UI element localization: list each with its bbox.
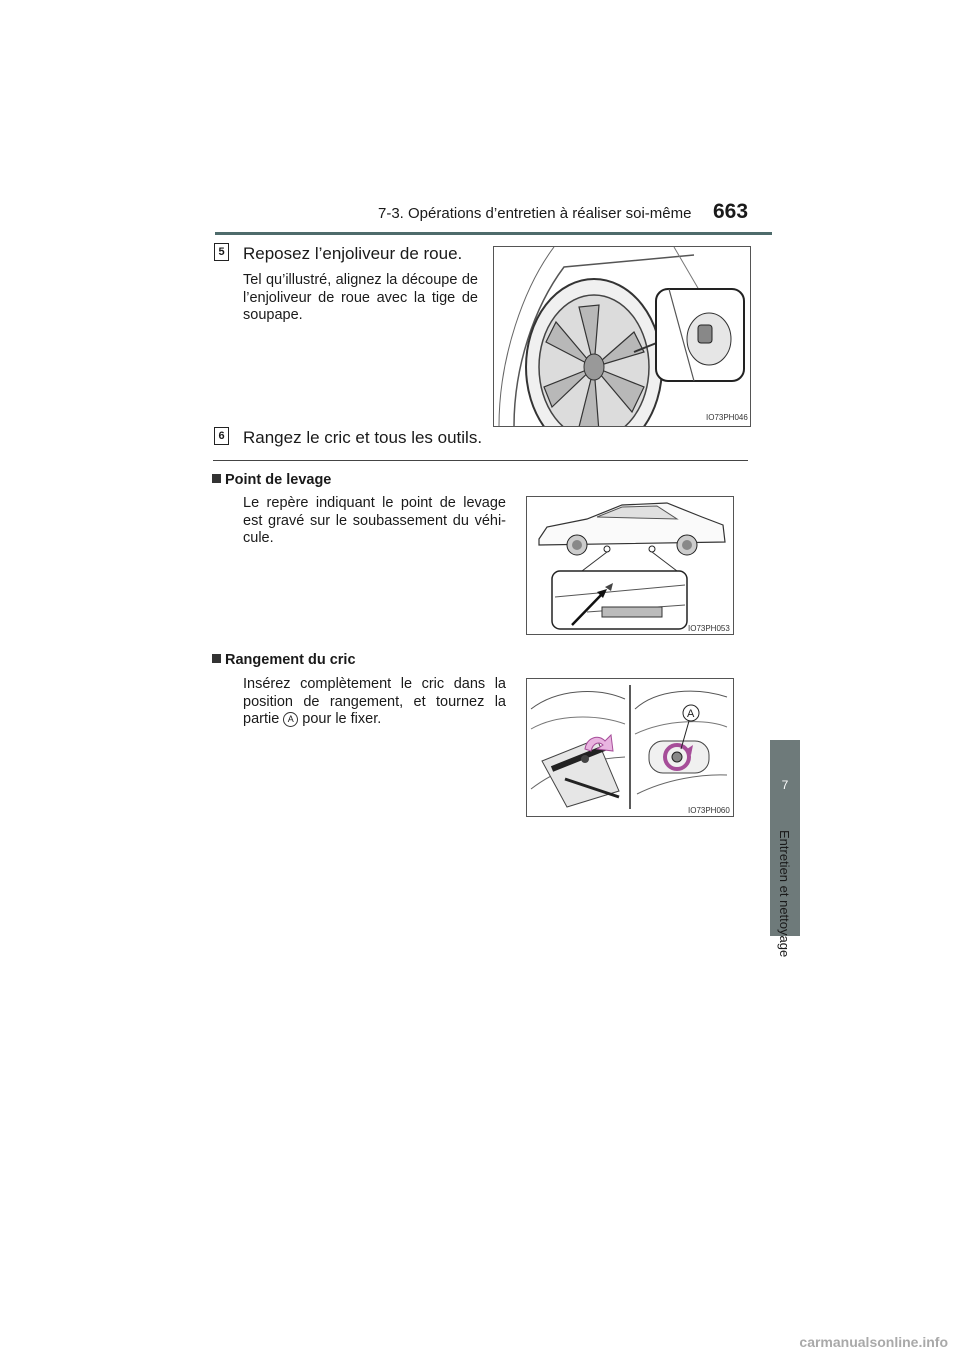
figure-code-wheel: IO73PH046 bbox=[706, 413, 748, 422]
wheel-cap-illustration bbox=[494, 247, 750, 426]
jack-storage-body: Insérez complètement le cric dans la position de rangement, et tournez la partie A pour le fixer. bbox=[243, 676, 506, 727]
lift-point-body: Le repère indiquant le point de levage est gravé sur le soubassement du véhi-cule. bbox=[243, 495, 506, 546]
step-number-5: 5 bbox=[214, 243, 229, 261]
figure-callout-a: A bbox=[687, 708, 695, 720]
marker-a-icon: A bbox=[283, 712, 298, 727]
page-number: 663 bbox=[713, 200, 749, 223]
jack-storage-figure bbox=[526, 678, 734, 817]
square-bullet-icon bbox=[212, 474, 221, 483]
chapter-label-container bbox=[778, 830, 798, 960]
figure-code-lift: IO73PH053 bbox=[688, 624, 730, 633]
chapter-label: Entretien et nettoyage bbox=[777, 830, 792, 958]
header-rule bbox=[215, 232, 772, 235]
wheel-cap-figure bbox=[493, 246, 751, 427]
section-title: 7-3. Opérations d’entretien à réaliser soi-même bbox=[378, 205, 692, 222]
square-bullet-icon bbox=[212, 654, 221, 663]
section-heading-jack-storage: Rangement du cric bbox=[212, 652, 356, 668]
section-divider bbox=[213, 460, 748, 461]
watermark: carmanualsonline.info bbox=[799, 1334, 948, 1350]
figure-code-jack: IO73PH060 bbox=[688, 806, 730, 815]
chapter-number: 7 bbox=[781, 778, 789, 792]
step-5-title: Reposez l’enjoliveur de roue. bbox=[243, 244, 463, 263]
step-5-body: Tel qu’illustré, alignez la découpe de l’enjoliveur de roue avec la tige de soupape. bbox=[243, 272, 478, 323]
section-heading-lift-point: Point de levage bbox=[212, 472, 331, 488]
lift-point-illustration bbox=[527, 497, 733, 634]
jack-storage-illustration bbox=[527, 679, 733, 816]
lift-point-figure bbox=[526, 496, 734, 635]
step-number-6: 6 bbox=[214, 427, 229, 445]
step-6-title: Rangez le cric et tous les outils. bbox=[243, 428, 483, 447]
